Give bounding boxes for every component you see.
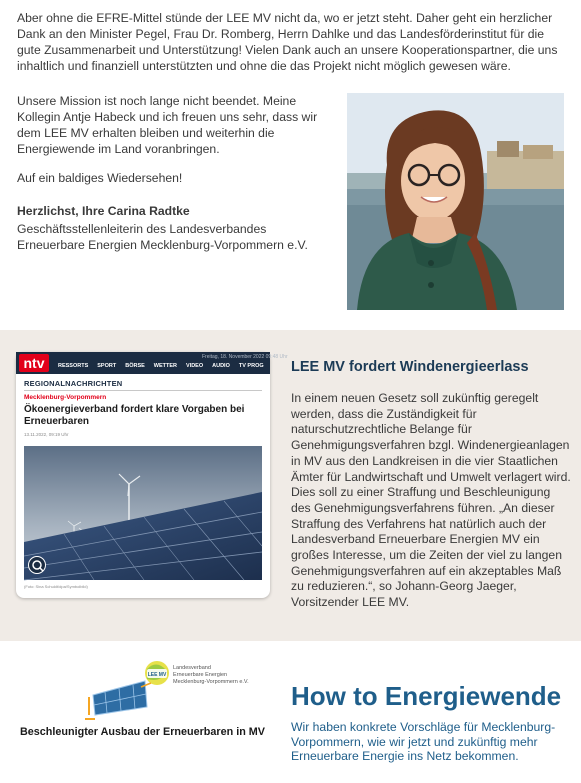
ntv-nav-item: AUDIO bbox=[212, 363, 230, 369]
ntv-kicker: Mecklenburg-Vorpommern bbox=[24, 394, 107, 401]
ntv-nav-item: VIDEO bbox=[186, 363, 204, 369]
how-title[interactable]: How to Energiewende bbox=[291, 681, 562, 711]
lee-logo-badge: LEE MV bbox=[147, 672, 167, 678]
lee-logo-line2: Erneuerbare Energien bbox=[173, 672, 228, 678]
ntv-headline: Ökoenergieverband fordert klare Vorgaben bei Erneuerbaren bbox=[24, 404, 245, 427]
lee-logo-line1: Landesverband bbox=[173, 665, 211, 671]
portrait-photo bbox=[347, 93, 564, 310]
ntv-logo: ntv bbox=[19, 354, 49, 372]
farewell-text: Auf ein baldiges Wiedersehen! bbox=[17, 171, 183, 185]
ntv-nav-item: SPORT bbox=[97, 363, 117, 369]
intro-section bbox=[0, 0, 581, 330]
news-section bbox=[0, 330, 581, 641]
how-text: Wir haben konkrete Vorschläge für Mecklenburg-Vorpommern, wie wir jetzt und zukünftig mehr Erneuerbare Energie ins Netz bekommen. bbox=[291, 720, 556, 763]
news-body: In einem neuen Gesetz soll zukünftig geregelt werden, dass die Zuständigkeit für naturschutzrechtliche Belange für Genehmigungsverfahren bzgl. Windenergieanlagen in MV aus den Landkreisen in die vier Staatlichen Ämter für Landwirtschaft und Umwelt verlagert wird. Dies soll zu einer Straffung und Beschleunigung des Genehmigungsverfahrens führen. „An dieser Straffung des Verfahrens hat natürlich auch der Landesverband Erneuerbare Energien MV ein großes Interesse, um die Zeiten der viel zu langen Genehmigungsverfahren auf ein akzeptables Maß zu reduzieren.“, so Johann-Georg Jaeger, Vorsitzender LEE MV. bbox=[291, 391, 571, 610]
how-section bbox=[0, 641, 581, 783]
lee-logo-line3: Mecklenburg-Vorpommern e.V. bbox=[173, 679, 249, 685]
ntv-header-bar bbox=[16, 352, 288, 374]
zoom-icon[interactable] bbox=[28, 556, 46, 574]
news-article-image[interactable] bbox=[16, 352, 288, 598]
mission-paragraph: Unsere Mission ist noch lange nicht beendet. Meine Kollegin Antje Habeck und ich freuen uns sehr, dass wir dem LEE MV erhalten bleiben und weiterhin die Energiewende im Land voranbringen. bbox=[17, 94, 318, 156]
ntv-nav-item: WETTER bbox=[153, 363, 178, 369]
photo-credit: (Foto: Sina Schuldt/dpa/Symbolbild) bbox=[24, 584, 88, 589]
ntv-meta: 13.11.2022, 09:19 Uhr bbox=[24, 432, 69, 437]
signature-role: Geschäftsstellenleiterin des Landesverbandes Erneuerbare Energien Mecklenburg-Vorpommern e.V. bbox=[17, 222, 308, 252]
thanks-paragraph: Aber ohne die EFRE-Mittel stünde der LEE MV nicht da, wo er jetzt steht. Daher geht ein herzlicher Dank an den Minister Pegel, Frau Dr. Romberg, Herrn Dahlke und das Landesförderinstitut für die gute Zusammenarbeit und Unterstützung! Vielen Dank auch an unsere Kooperationspartner, die uns inhaltlich und finanziell unterstützten und ohne die das Projekt nicht möglich gewesen wäre. bbox=[17, 11, 558, 73]
ntv-nav-item: TV PROG bbox=[238, 363, 264, 369]
ntv-region-label: REGIONALNACHRICHTEN bbox=[24, 379, 123, 388]
news-title[interactable]: LEE MV fordert Windenergieerlass bbox=[291, 359, 529, 375]
ntv-nav-item: BÖRSE bbox=[125, 363, 145, 369]
solar-panels-photo bbox=[24, 446, 262, 580]
lee-mv-logo[interactable] bbox=[85, 659, 265, 725]
ntv-nav bbox=[58, 363, 264, 369]
how-caption: Beschleunigter Ausbau der Erneuerbaren in MV bbox=[20, 726, 265, 738]
ntv-divider bbox=[24, 390, 262, 391]
ntv-nav-item: RESSORTS bbox=[58, 363, 89, 369]
signature-name: Herzlichst, Ihre Carina Radtke bbox=[17, 204, 190, 218]
ntv-date: Freitag, 18. November 2022 09:48 Uhr bbox=[202, 354, 288, 360]
